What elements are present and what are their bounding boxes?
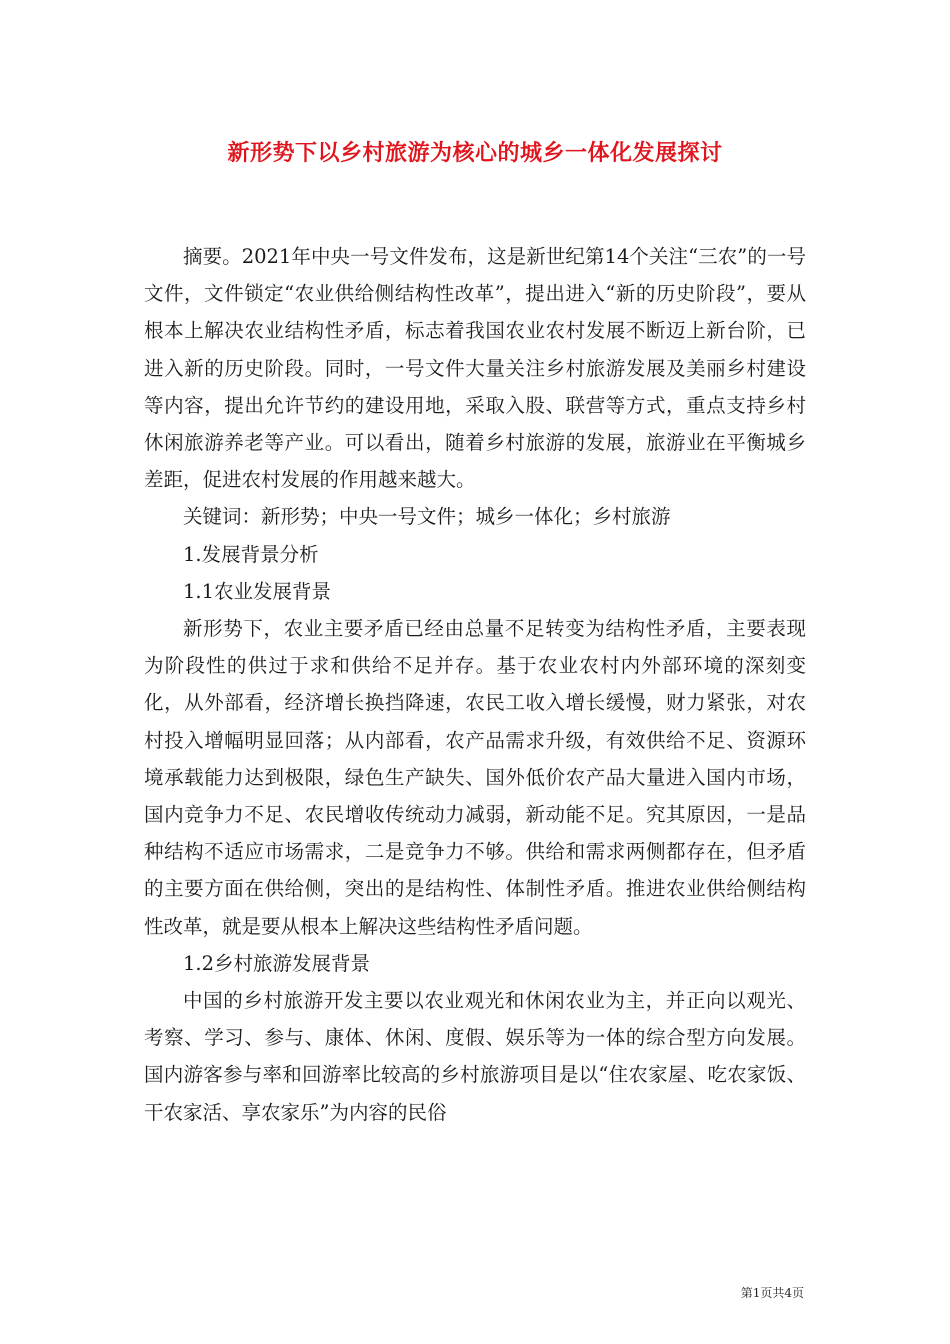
document-title: 新形势下以乡村旅游为核心的城乡一体化发展探讨 [227,140,723,166]
subsection-heading: 1.2乡村旅游发展背景 [183,951,371,975]
section-heading: 1.发展背景分析 [183,542,319,566]
abstract-paragraph: 摘要。2021年中央一号文件发布，这是新世纪第14个关注“三农”的一号文件，文件锁定“农业供给侧结构性改革”，提出进入“新的历史阶段”，要从根本上解决农业结构性矛盾，标志着我国农业农村发展不断迈上新台阶，已进入新的历史阶段。同时，一号文件大量关注乡村旅游发展及美丽乡村建设等内容，提出允许节约的建设用地，采取入股、联营等方式，重点支持乡村休闲旅游养老等产业。可以看出，随着乡村旅游的发展，旅游业在平衡城乡差距，促进农村发展的作用越来越大。 [144,245,806,492]
body-paragraph: 中国的乡村旅游开发主要以农业观光和休闲农业为主，并正向以观光、考察、学习、参与、康体、休闲、度假、娱乐等为一体的综合型方向发展。国内游客参与率和回游率比较高的乡村旅游项目是以“住农家屋、吃农家饭、干农家活、享农家乐”为内容的民俗 [144,989,806,1124]
page-number: 第1页共4页 [740,1286,804,1300]
keywords-paragraph: 关键词：新形势；中央一号文件；城乡一体化；乡村旅游 [183,505,671,529]
document-body [144,238,806,1131]
body-paragraph: 新形势下，农业主要矛盾已经由总量不足转变为结构性矛盾，主要表现为阶段性的供过于求和供给不足并存。基于农业农村内外部环境的深刻变化，从外部看，经济增长换挡降速，农民工收入增长缓慢，财力紧张，对农村投入增幅明显回落；从内部看，农产品需求升级，有效供给不足、资源环境承载能力达到极限，绿色生产缺失、国外低价农产品大量进入国内市场，国内竞争力不足、农民增收传统动力减弱，新动能不足。究其原因，一是品种结构不适应市场需求，二是竞争力不够。供给和需求两侧都存在，但矛盾的主要方面在供给侧，突出的是结构性、体制性矛盾。推进农业供给侧结构性改革，就是要从根本上解决这些结构性矛盾问题。 [144,617,806,938]
subsection-heading: 1.1农业发展背景 [183,579,332,603]
